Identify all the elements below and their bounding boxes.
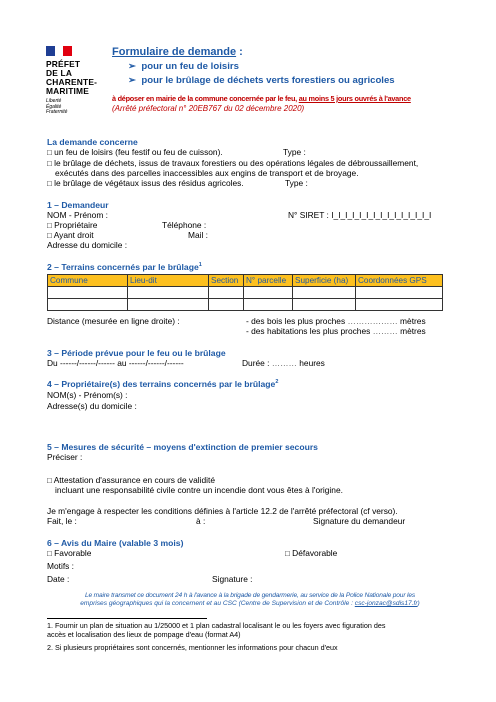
transmission-note-line-1: Le maire transmet ce document 24 h à l'avance à la brigade de gendarmerie, au service de la Police Nationale pour les xyxy=(84,592,416,599)
table-cell[interactable] xyxy=(209,299,244,311)
option-brulage-dechets-cont: exécutés dans des parcelles inaccessibles aux engins de transport et de broyage. xyxy=(55,168,359,178)
bullet-2-text: pour le brûlage de déchets verts forestiers ou agricoles xyxy=(141,75,395,86)
table-cell[interactable] xyxy=(244,299,293,311)
section-proprietaires-title xyxy=(47,379,278,389)
duree-unit: heures xyxy=(296,358,325,368)
transmission-note-text: emprises géographiques qui la concernent et au CSC (Centre de Supervision et de Contrôle : xyxy=(80,600,355,608)
engagement-text: Je m'engage à respecter les conditions définies à l'article 12.2 de l'arrêté préfectoral (cf verso). xyxy=(47,506,398,516)
duree-value[interactable]: ……… xyxy=(271,358,297,368)
table-cell[interactable] xyxy=(356,287,443,299)
motto-line-2: Égalité xyxy=(46,103,62,110)
checkbox-favorable[interactable]: □ xyxy=(47,549,52,558)
distance-bois-label: - des bois les plus proches xyxy=(246,316,346,326)
demandeur-adresse-label: Adresse du domicile : xyxy=(47,240,128,250)
duree-label: Durée : xyxy=(242,358,272,368)
transmission-note xyxy=(40,592,460,609)
form-title-text: Formulaire de demande xyxy=(112,46,237,58)
option-feu-loisirs-label: un feu de loisirs (feu festif ou feu de cuisson). xyxy=(54,147,223,157)
form-title xyxy=(112,46,243,58)
periode-duree xyxy=(242,358,325,369)
option-brulage-dechets-label: le brûlage de déchets, issus de travaux forestiers ou des opérations légales de débroussaillement, xyxy=(54,158,419,168)
checkbox-ayant-droit[interactable]: □ xyxy=(47,231,52,240)
table-cell[interactable] xyxy=(48,299,128,311)
column-header-gps: Coordonnées GPS xyxy=(356,275,443,287)
table-cell[interactable] xyxy=(293,299,356,311)
section-demande-title: La demande concerne xyxy=(47,137,138,147)
distance-hab-unit: mètres xyxy=(397,326,426,336)
proprietaires-noms-label: NOM(s) - Prénom(s) : xyxy=(47,390,128,400)
option-attestation-label: Attestation d'assurance en cours de validité xyxy=(53,475,216,485)
periode-dates-field[interactable]: Du ------/------/------ au ------/------/------ xyxy=(47,358,184,368)
demandeur-siret-field[interactable]: N° SIRET : I_I_I_I_I_I_I_I_I_I_I_I_I_I_I xyxy=(288,210,432,220)
distance-hab-label: - des habitations les plus proches xyxy=(246,326,371,336)
option-vegetaux-type: Type : xyxy=(285,178,308,188)
logo-line-4: MARITIME xyxy=(46,86,90,96)
table-row xyxy=(48,287,443,299)
transmission-note-end: ) xyxy=(417,600,420,608)
option-defavorable xyxy=(285,548,337,560)
deposit-text: à déposer en mairie de la commune concernée par le feu, xyxy=(112,94,299,103)
logo-line-3: CHARENTE- xyxy=(46,77,98,87)
column-header-parcelle: N° parcelle xyxy=(244,275,293,287)
title-bullet-1 xyxy=(128,61,239,72)
footnote-1 xyxy=(47,621,385,640)
signature-demandeur-label: Signature du demandeur xyxy=(313,516,406,526)
attestation-detail: incluant une responsabilité civile contre un incendie dont vous êtes à l'origine. xyxy=(55,485,343,495)
form-title-suffix: : xyxy=(236,46,243,58)
distance-habitations xyxy=(246,326,426,337)
avis-date-label: Date : xyxy=(47,574,70,584)
footnote-ref-2: 2 xyxy=(275,379,279,386)
section-terrains-text: 2 – Terrains concernés par le brûlage xyxy=(47,262,199,272)
table-cell[interactable] xyxy=(209,287,244,299)
logo-line-1: PRÉFET xyxy=(46,59,81,69)
terrains-table xyxy=(47,274,443,311)
option-vegetaux-label: le brûlage de végétaux issus des résidus agricoles. xyxy=(54,178,244,188)
arrete-reference: (Arrêté préfectoral n° 20EB767 du 02 décembre 2020) xyxy=(112,104,305,113)
footnote-1-line-2: accès et localisation des lieux de pompage d'eau (format A4) xyxy=(47,630,241,640)
csc-email-link[interactable]: csc-jonzac@sdis17.fr xyxy=(354,600,418,608)
deposit-notice xyxy=(112,94,411,103)
prefecture-logo xyxy=(46,60,97,116)
title-bullet-2 xyxy=(128,75,395,86)
table-cell[interactable] xyxy=(244,287,293,299)
column-header-section: Section xyxy=(209,275,244,287)
option-vegetaux-agricoles xyxy=(47,178,244,190)
footnote-ref-1: 1 xyxy=(198,262,202,269)
footnote-2: 2. Si plusieurs propriétaires sont concernés, mentionner les informations pour chacun d'eux xyxy=(47,643,338,652)
table-cell[interactable] xyxy=(48,287,128,299)
logo-line-2: DE LA xyxy=(46,68,73,78)
proprietaires-adresses-label: Adresse(s) du domicile : xyxy=(47,401,137,411)
option-feu-loisirs xyxy=(47,147,223,159)
republic-flag-icon xyxy=(46,46,72,56)
avis-motifs-label: Motifs : xyxy=(47,561,74,571)
option-feu-loisirs-type: Type : xyxy=(283,147,306,157)
bullet-1-text: pour un feu de loisirs xyxy=(141,61,239,72)
option-ayant-droit-label: Ayant droit xyxy=(53,230,94,240)
option-defavorable-label: Défavorable xyxy=(292,548,338,558)
checkbox-proprietaire[interactable]: □ xyxy=(47,221,52,230)
demandeur-nom-label: NOM - Prénom : xyxy=(47,210,108,220)
distance-hab-value[interactable]: ……… xyxy=(372,326,398,336)
deposit-deadline: au moins 5 jours ouvrés à l'avance xyxy=(298,94,411,103)
footnote-1-line-1: 1. Fournir un plan de situation au 1/25000 et 1 plan cadastral localisant le ou les foyers avec figuration des xyxy=(47,621,386,630)
section-periode-title: 3 – Période prévue pour le feu ou le brûlage xyxy=(47,348,226,358)
motto-line-3: Fraternité xyxy=(46,109,68,116)
option-favorable xyxy=(47,548,91,560)
checkbox-feu-loisirs[interactable]: □ xyxy=(47,148,52,157)
securite-preciser-label: Préciser : xyxy=(47,452,83,462)
checkbox-defavorable[interactable]: □ xyxy=(285,549,290,558)
table-header-row xyxy=(48,275,443,287)
table-cell[interactable] xyxy=(128,299,209,311)
footnote-separator xyxy=(47,618,207,619)
table-cell[interactable] xyxy=(293,287,356,299)
arrow-icon: ➢ xyxy=(128,75,137,86)
column-header-lieu-dit: Lieu-dit xyxy=(128,275,209,287)
section-securite-title: 5 – Mesures de sécurité – moyens d'extinction de premier secours xyxy=(47,442,318,452)
option-proprietaire-label: Propriétaire xyxy=(54,220,98,230)
checkbox-brulage-dechets[interactable]: □ xyxy=(47,159,52,168)
motto-line-1: Liberté xyxy=(46,98,62,104)
transmission-note-line-2 xyxy=(40,600,460,608)
section-proprietaires-text: 4 – Propriétaire(s) des terrains concernés par le brûlage xyxy=(47,379,276,389)
table-cell[interactable] xyxy=(128,287,209,299)
arrow-icon: ➢ xyxy=(128,61,137,72)
avis-signature-label: Signature : xyxy=(212,574,253,584)
section-demandeur-title: 1 – Demandeur xyxy=(47,200,109,210)
checkbox-vegetaux-agricoles[interactable]: □ xyxy=(47,179,52,188)
table-row xyxy=(48,299,443,311)
demandeur-telephone-label: Téléphone : xyxy=(162,220,207,230)
distance-bois xyxy=(246,316,426,327)
distance-bois-unit: mètres xyxy=(397,316,426,326)
section-terrains-title xyxy=(47,262,202,272)
demandeur-mail-label: Mail : xyxy=(188,230,209,240)
column-header-superficie: Superficie (ha) xyxy=(293,275,356,287)
table-cell[interactable] xyxy=(356,299,443,311)
column-header-commune: Commune xyxy=(48,275,128,287)
distance-label: Distance (mesurée en ligne droite) : xyxy=(47,316,180,326)
option-favorable-label: Favorable xyxy=(54,548,92,558)
section-avis-title: 6 – Avis du Maire (valable 3 mois) xyxy=(47,538,184,548)
fait-le-label: Fait, le : xyxy=(47,516,77,526)
checkbox-attestation[interactable]: □ xyxy=(47,476,52,485)
distance-bois-value[interactable]: ……………… xyxy=(347,316,398,326)
fait-a-label: à : xyxy=(196,516,206,526)
